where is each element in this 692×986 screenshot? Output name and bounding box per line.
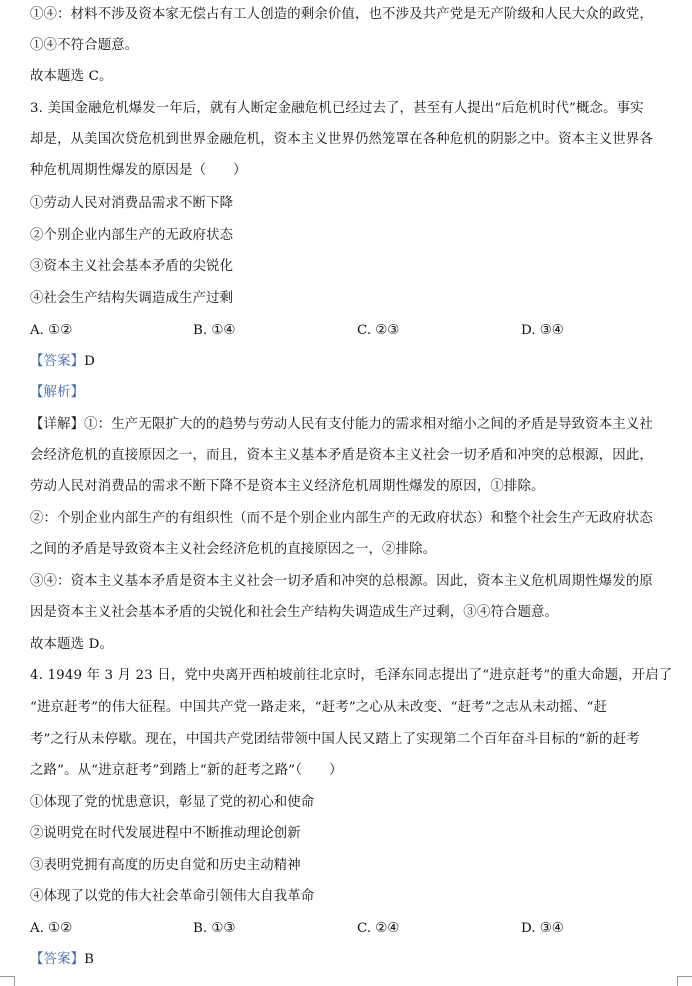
answer-value: B — [84, 952, 95, 967]
q3-analysis-tag: 【解析】 — [30, 385, 85, 400]
q4-option-d: D. ③④ — [521, 921, 564, 936]
q4-answer — [30, 951, 680, 969]
detail-text: ①：生产无限扩大的的趋势与劳动人民有支付能力的需求相对缩小之间的矛盾是导致资本主义社 — [84, 417, 653, 432]
q3-detail-line-3: 劳动人民对消费品的需求不断下降不是资本主义经济危机周期性爆发的原因，①排除。 — [30, 479, 545, 494]
crop-mark-left — [0, 976, 15, 986]
q4-stem-line-2: “进京赶考”的伟大征程。中国共产党一路走来，“赶考”之心从未改变、“赶考”之志从未动摇、“赶 — [30, 700, 608, 715]
q2-analysis-line-2: ①④不符合题意。 — [30, 38, 139, 53]
q4-option-b: B. ①③ — [193, 921, 236, 936]
q3-option-b: B. ①④ — [193, 323, 236, 338]
q3-option-c: C. ②③ — [357, 323, 400, 338]
q3-statement-3: ③资本主义社会基本矛盾的尖锐化 — [30, 259, 234, 274]
answer-tag: 【答案】 — [30, 354, 85, 369]
q3-detail-line-7: 因是资本主义社会基本矛盾的尖锐化和社会生产结构失调造成生产过剩，③④符合题意。 — [30, 605, 559, 620]
answer-value: D — [84, 354, 96, 369]
q3-statement-2: ②个别企业内部生产的无政府状态 — [30, 228, 234, 243]
q3-statement-1: ①劳动人民对消费品需求不断下降 — [30, 196, 234, 211]
q4-statement-3: ③表明党拥有高度的历史自觉和历史主动精神 — [30, 858, 301, 873]
q4-statement-4: ④体现了以党的伟大社会革命引领伟大自我革命 — [30, 889, 315, 904]
q3-statement-4: ④社会生产结构失调造成生产过剩 — [30, 291, 234, 306]
q3-detail-line-5: 之间的矛盾是导致资本主义社会经济危机的直接原因之一，②排除。 — [30, 542, 437, 557]
answer-tag: 【答案】 — [30, 952, 85, 967]
detail-tag: 【详解】 — [30, 417, 85, 432]
crop-mark-right — [677, 976, 692, 986]
q4-stem-line-1: 4. 1949 年 3 月 23 日，党中央离开西柏坡前往北京时，毛泽东同志提出了“进京赶考”的重大命题，开启了 — [30, 668, 673, 683]
q3-option-d: D. ③④ — [521, 323, 564, 338]
q4-option-a: A. ①② — [30, 921, 73, 936]
q3-stem-line-1: 3. 美国金融危机爆发一年后，就有人断定金融危机已经过去了，甚至有人提出“后危机时代”概念。事实 — [30, 101, 644, 116]
q3-detail-line-6: ③④：资本主义基本矛盾是资本主义社会一切矛盾和冲突的总根源。因此，资本主义危机周期性爆发的原 — [30, 574, 653, 589]
q3-detail-line-1 — [30, 416, 680, 434]
q4-statement-2: ②说明党在时代发展进程中不断推动理论创新 — [30, 826, 301, 841]
q3-detail-line-4: ②：个别企业内部生产的有组织性（而不是个别企业内部生产的无政府状态）和整个社会生产无政府状态 — [30, 511, 653, 526]
q4-statement-1: ①体现了党的忧患意识，彰显了党的初心和使命 — [30, 795, 315, 810]
q4-stem-line-3: 考”之行从未停歇。现在，中国共产党团结带领中国人民又踏上了实现第二个百年奋斗目标的“新的赶考 — [30, 732, 640, 747]
q2-conclusion: 故本题选 C。 — [30, 69, 113, 84]
q4-stem-line-4: 之路”。从“进京赶考”到踏上“新的赶考之路”（ ） — [30, 763, 343, 778]
q3-stem-line-3: 种危机周期性爆发的原因是（ ） — [30, 163, 247, 178]
q4-option-c: C. ②④ — [357, 921, 400, 936]
q3-detail-line-2: 会经济危机的直接原因之一，而且，资本主义基本矛盾是资本主义社会一切矛盾和冲突的总根源，因此， — [30, 448, 653, 463]
q3-stem-line-2: 却是，从美国次贷危机到世界金融危机，资本主义世界仍然笼罩在各种危机的阴影之中。资本主义世界各 — [30, 132, 653, 147]
q3-option-a: A. ①② — [30, 323, 73, 338]
q2-analysis-line-1: ①④：材料不涉及资本家无偿占有工人创造的剩余价值，也不涉及共产党是无产阶级和人民大众的政党， — [30, 7, 653, 22]
q3-answer — [30, 353, 680, 371]
q3-conclusion: 故本题选 D。 — [30, 637, 113, 652]
